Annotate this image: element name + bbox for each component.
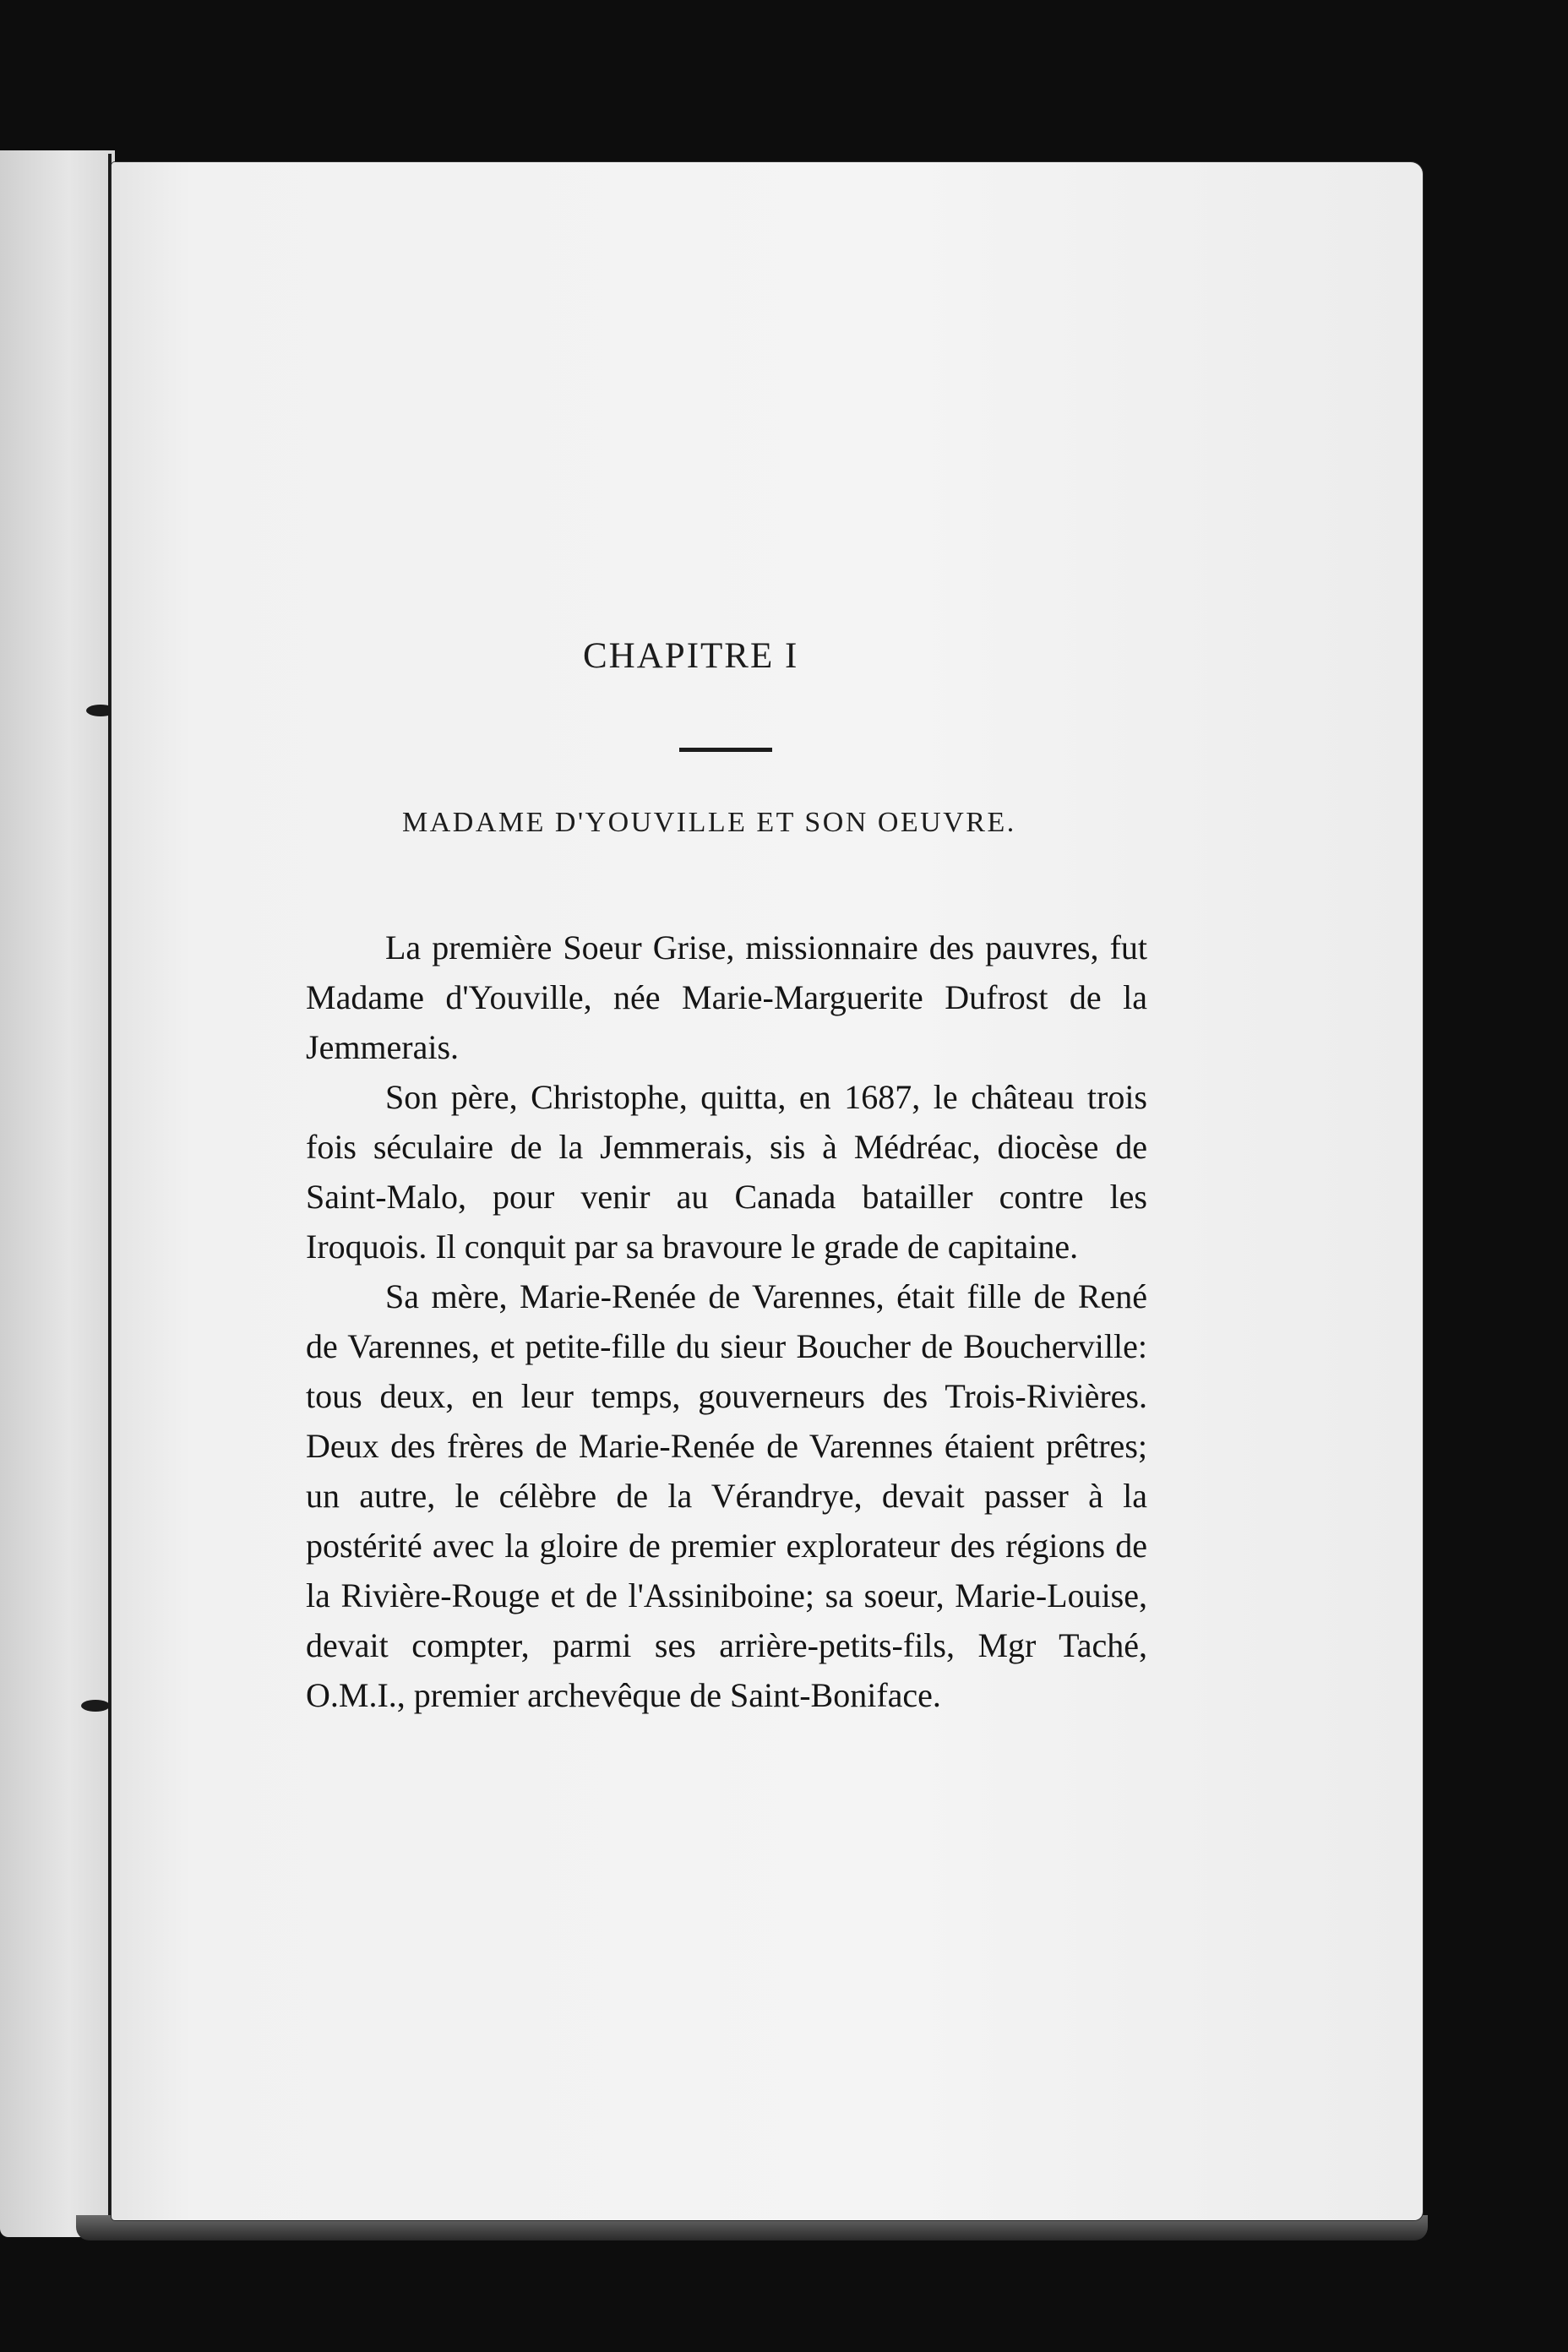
paragraph: Sa mère, Marie-Renée de Varennes, était fille de René de Varennes, et petite-fille du sieur Boucher de Boucherville: tous deux, en leur temps, gouverneurs des Trois-Rivières. Deux des frères de Marie-Renée de Varennes étaient prêtres; un autre, le célèbre de la Vérandrye, devait passer à la postérité avec la gloire de premier explorateur des régions de la Rivière-Rouge et de l'Assiniboine; sa soeur, Marie-Louise, devait compter, parmi ses arrière-petits-fils, Mgr Taché, O.M.I., premier archevêque de Saint-Boniface.: [306, 1277, 1147, 1714]
left-page-edge: [0, 150, 115, 2237]
chapter-title: CHAPITRE I: [583, 636, 799, 676]
paragraph: La première Soeur Grise, missionnaire des pauvres, fut Madame d'Youville, née Marie-Marguerite Dufrost de la Jemmerais.: [306, 928, 1147, 1066]
title-divider: [679, 748, 772, 752]
section-title: MADAME D'YOUVILLE ET SON OEUVRE.: [402, 807, 1016, 838]
binding-stitch-bottom: [81, 1700, 110, 1712]
paragraph: Son père, Christophe, quitta, en 1687, le château trois fois séculaire de la Jemmerais, sis à Médréac, diocèse de Saint-Malo, pour venir au Canada batailler contre les Iroquois. Il conquit par sa bravoure le grade de capitaine.: [306, 1078, 1147, 1266]
body-text: [306, 923, 1147, 1720]
binding-stitch-top: [86, 705, 115, 716]
